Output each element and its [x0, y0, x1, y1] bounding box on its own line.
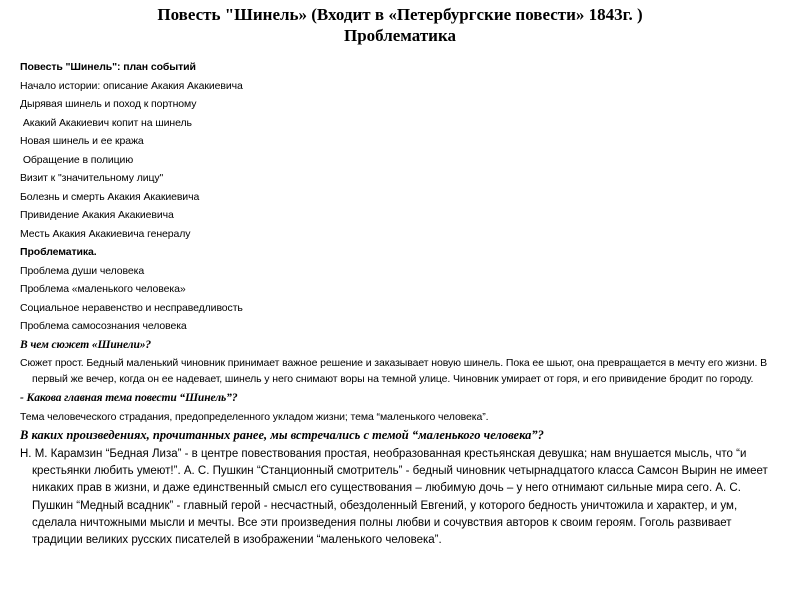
theme-answer: Тема человеческого страдания, предопределенного укладом жизни; тема “маленького человека”.	[20, 410, 489, 423]
problem-item: Проблема души человека	[20, 264, 145, 277]
plan-item: Обращение в полицию	[20, 153, 134, 166]
plan-item: Привидение Акакия Акакиевича	[20, 209, 174, 221]
problem-item: Социальное неравенство и несправедливость	[20, 301, 243, 314]
plan-item: Месть Акакия Акакиевича генералу	[20, 227, 191, 240]
plan-item: Акакий Акакиевич копит на шинель	[20, 116, 192, 129]
problems-list	[20, 262, 780, 336]
plan-item: Новая шинель и ее кража	[20, 135, 144, 147]
problem-item: Проблема «маленького человека»	[20, 283, 186, 295]
title-line-2: Проблематика	[343, 26, 457, 45]
plan-item: Начало истории: описание Акакия Акакиевича	[20, 79, 243, 92]
plan-item: Визит к "значительному лицу"	[20, 172, 164, 184]
theme-question: - Какова главная тема повести “Шинель”?	[20, 392, 238, 404]
problems-heading: Проблематика.	[20, 246, 97, 258]
plot-answer: Сюжет прост. Бедный маленький чиновник принимает важное решение и заказывает новую шинель. Пока ее шьют, она превращается в мечту его жизни. В первый же вечер, когда он ее надевает, шинель у него снимают воры на темной улице. Чиновник умирает от горя, и его привидение бродит по городу.	[20, 357, 768, 385]
plan-list	[20, 77, 780, 244]
plan-heading: Повесть "Шинель": план событий	[20, 61, 196, 73]
slide-title	[0, 4, 800, 46]
problem-item: Проблема самосознания человека	[20, 320, 187, 332]
plan-item: Дырявая шинель и поход к портному	[20, 98, 197, 110]
slide-content	[20, 58, 780, 549]
title-line-1: Повесть "Шинель» (Входит в «Петербургские повести» 1843г. )	[157, 5, 643, 24]
works-answer: Н. М. Карамзин “Бедная Лиза” - в центре повествования простая, необразованная крестьянская девушка; нам внушается мысль, что “и крестьянки любить умеют!”. А. С. Пушкин “Станционный смотритель” - бедный чиновник четырнадцатого класса Самсон Вырин не имеет никаких прав в жизни, и даже единственный смысл его существования – любимую дочь – у него отнимают сильные мира сего. А. С. Пушкин “Медный всадник” - главный герой - несчастный, обездоленный Евгений, у которого бедность уничтожила и характер, и ум, сделала ничтожными мысли и мечты. Все эти произведения полны любви и сочувствия авторов к своим героям. Гоголь развивает традиции великих русских писателей в изображении “маленького человека”.	[20, 448, 768, 547]
plot-question: В чем сюжет «Шинели»?	[20, 338, 152, 351]
plan-item: Болезнь и смерть Акакия Акакиевича	[20, 190, 200, 203]
works-question: В каких произведениях, прочитанных ранее, мы встречались с темой “маленького человека”?	[20, 428, 544, 442]
